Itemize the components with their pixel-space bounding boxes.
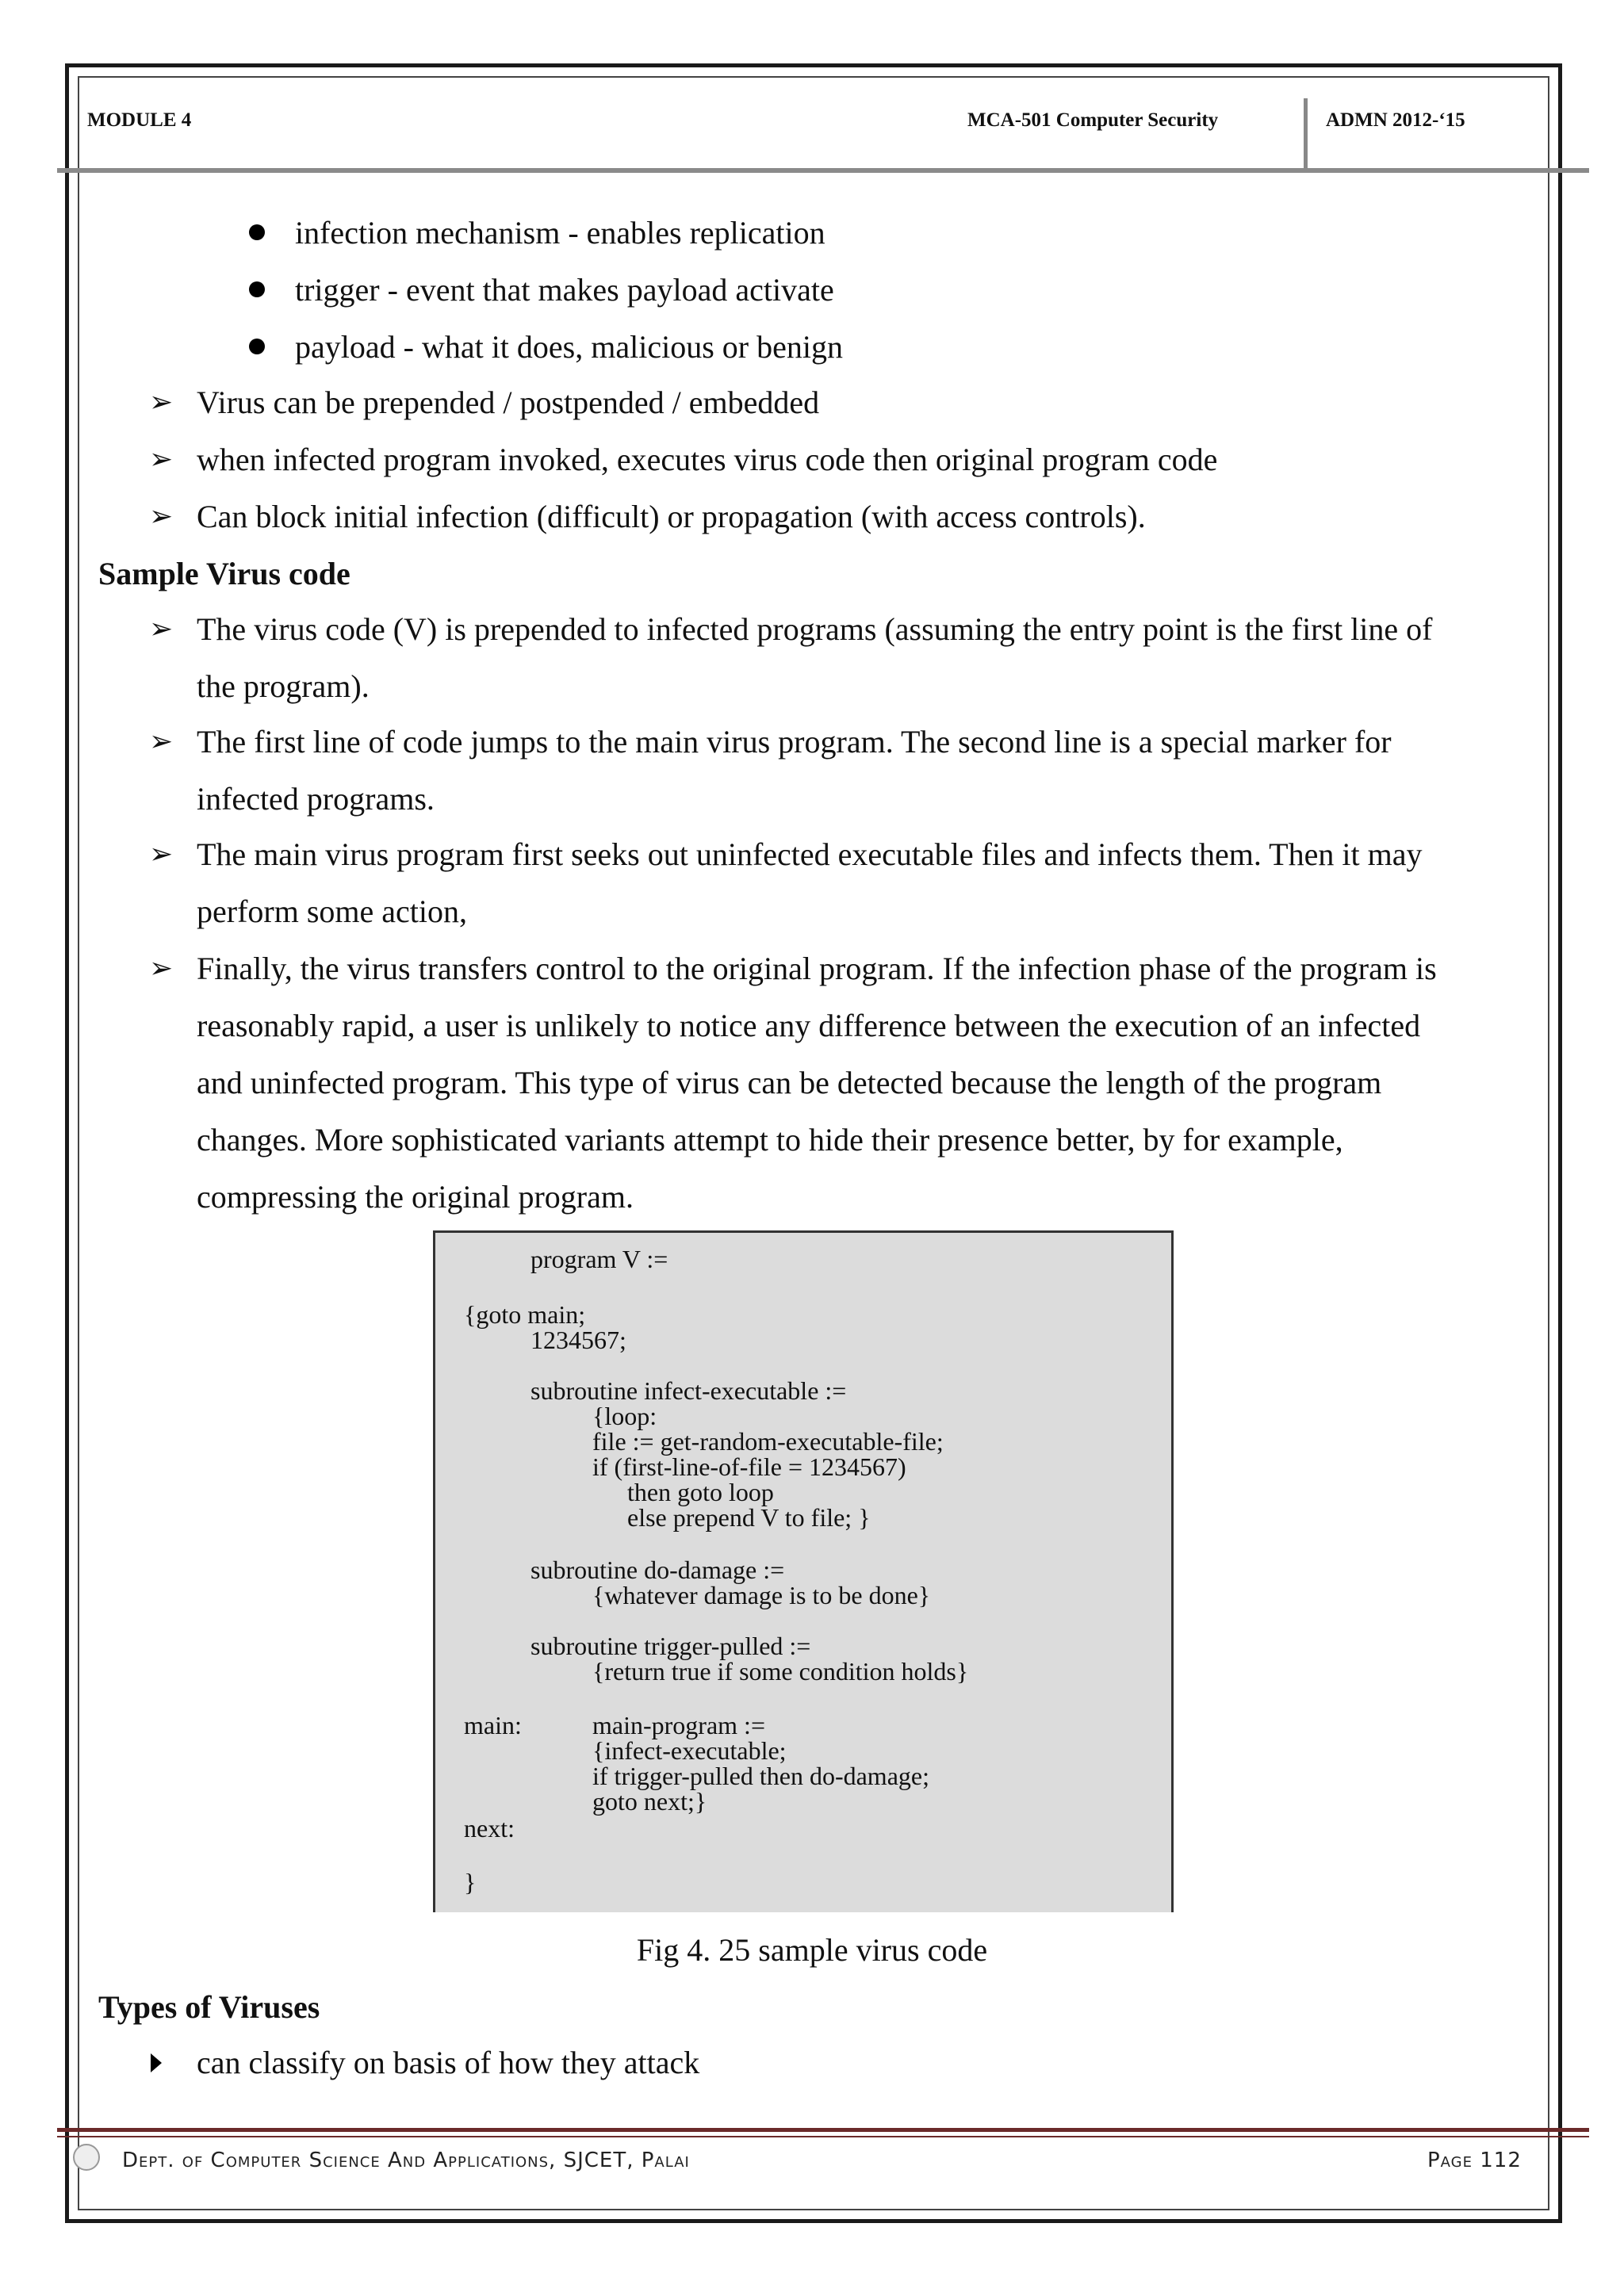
code-line: file := get-random-executable-file; <box>592 1427 944 1456</box>
arrow-bullet-icon: ➢ <box>149 952 174 985</box>
bullet-dot-icon <box>249 224 265 240</box>
code-line: } <box>464 1868 477 1896</box>
code-line: subroutine do-damage := <box>530 1556 785 1584</box>
paragraph-line: infected programs. <box>197 781 435 817</box>
code-line: else prepend V to file; } <box>627 1503 871 1532</box>
arrow-bullet-icon: ➢ <box>149 838 174 871</box>
code-line: if trigger-pulled then do-damage; <box>592 1762 929 1790</box>
footer-page-number: Page 112 <box>1427 2149 1522 2172</box>
code-line: subroutine trigger-pulled := <box>530 1632 811 1660</box>
header-course: MCA-501 Computer Security <box>967 109 1219 131</box>
paragraph-line: the program). <box>197 668 370 704</box>
paragraph-line: Finally, the virus transfers control to the original program. If the infection phase of the program is <box>197 951 1437 986</box>
code-line: next: <box>464 1814 515 1843</box>
code-line: {whatever damage is to be done} <box>592 1581 931 1609</box>
paragraph-line: perform some action, <box>197 894 467 929</box>
paragraph-line: and uninfected program. This type of virus can be detected because the length of the program <box>197 1065 1382 1100</box>
code-line: then goto loop <box>627 1478 774 1506</box>
code-line: if (first-line-of-file = 1234567) <box>592 1452 906 1481</box>
college-logo-icon <box>73 2144 100 2171</box>
header-divider <box>1304 98 1308 168</box>
virus-code-figure <box>433 1230 1174 1912</box>
code-line: {return true if some condition holds} <box>592 1657 969 1686</box>
footer-rule-thin <box>57 2136 1589 2137</box>
code-line: {loop: <box>592 1402 657 1430</box>
footer-department: Dept. of Computer Science And Applications, SJCET, Palai <box>122 2149 690 2172</box>
paragraph-line: compressing the original program. <box>197 1179 634 1215</box>
list-item-text: infection mechanism - enables replication <box>295 215 825 251</box>
list-item-text: when infected program invoked, executes virus code then original program code <box>197 442 1218 477</box>
code-line: goto next;} <box>592 1787 707 1816</box>
code-line: 1234567; <box>530 1326 626 1354</box>
code-line: main: <box>464 1711 522 1739</box>
paragraph-line: The virus code (V) is prepended to infected programs (assuming the entry point is the first line of <box>197 611 1433 647</box>
arrow-bullet-icon: ➢ <box>149 443 174 476</box>
code-line: main-program := <box>592 1711 765 1739</box>
arrow-bullet-icon: ➢ <box>149 613 174 645</box>
list-item-text: can classify on basis of how they attack <box>197 2045 700 2080</box>
code-line: {infect-executable; <box>592 1736 787 1765</box>
paragraph-line: reasonably rapid, a user is unlikely to notice any difference between the execution of an infected <box>197 1008 1421 1043</box>
header-module: MODULE 4 <box>87 109 192 131</box>
code-line: program V := <box>530 1245 668 1273</box>
figure-caption: Fig 4. 25 sample virus code <box>636 1932 988 1968</box>
footer-rule <box>57 2128 1589 2132</box>
header-admn: ADMN 2012-‘15 <box>1326 109 1465 131</box>
triangle-bullet-icon <box>151 2053 162 2072</box>
arrow-bullet-icon: ➢ <box>149 500 174 533</box>
list-item-text: Can block initial infection (difficult) or propagation (with access controls). <box>197 499 1146 534</box>
section-heading-sample-virus-code: Sample Virus code <box>98 556 350 591</box>
paragraph-line: changes. More sophisticated variants attempt to hide their presence better, by for example, <box>197 1122 1343 1158</box>
header-rule <box>57 168 1589 173</box>
section-heading-types-of-viruses: Types of Viruses <box>98 1989 320 2025</box>
paragraph-line: The first line of code jumps to the main virus program. The second line is a special marker for <box>197 724 1392 760</box>
code-line: subroutine infect-executable := <box>530 1376 847 1405</box>
list-item-text: payload - what it does, malicious or benign <box>295 329 843 365</box>
arrow-bullet-icon: ➢ <box>149 386 174 419</box>
bullet-dot-icon <box>249 281 265 297</box>
arrow-bullet-icon: ➢ <box>149 725 174 758</box>
code-line: {goto main; <box>464 1300 586 1329</box>
list-item-text: Virus can be prepended / postpended / embedded <box>197 385 820 420</box>
paragraph-line: The main virus program first seeks out uninfected executable files and infects them. Then it may <box>197 836 1423 872</box>
list-item-text: trigger - event that makes payload activate <box>295 272 834 308</box>
bullet-dot-icon <box>249 339 265 354</box>
